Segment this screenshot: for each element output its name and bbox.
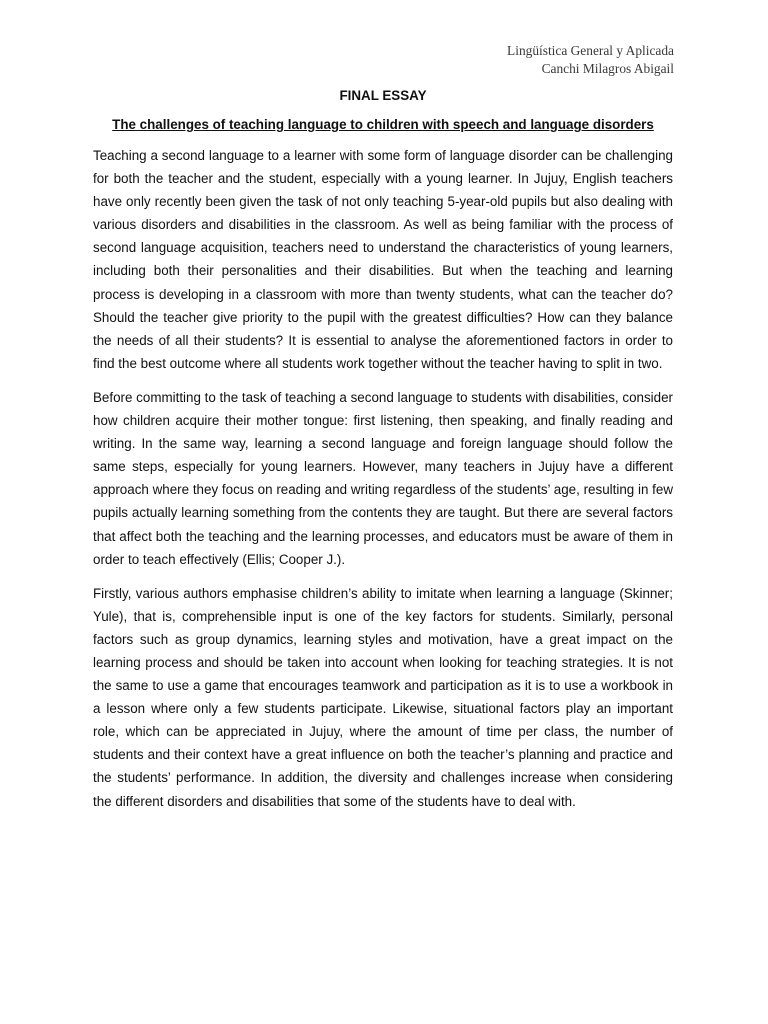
paragraph: Teaching a second language to a learner with some form of language disorder can be challenging for both the teacher and the student, especially with a young learner. In Jujuy, English teachers have only recently been given the task of not only teaching 5-year-old pupils but also dealing with various disorders and disabilities in the classroom. As well as being familiar with the process of second language acquisition, teachers need to understand the characteristics of young learners, including both their personalities and their disabilities. But when the teaching and learning process is developing in a classroom with more than twenty students, what can the teacher do? Should the teacher give priority to the pupil with the greatest difficulties? How can they balance the needs of all their students? It is essential to analyse the aforementioned factors in order to find the best outcome where all students work together without the teacher having to split in two. (93, 148, 673, 371)
paragraph: Before committing to the task of teaching a second language to students with disabilities, consider how children acquire their mother tongue: first listening, then speaking, and finally reading and writing. In the same way, learning a second language and foreign language should follow the same steps, especially for young learners. However, many teachers in Jujuy have a different approach where they focus on reading and writing regardless of the students’ age, resulting in few pupils actually learning something from the contents they are taught. But there are several factors that affect both the teaching and the learning processes, and educators must be aware of them in order to teach effectively (Ellis; Cooper J.). (93, 389, 673, 567)
paragraph: Firstly, various authors emphasise children’s ability to imitate when learning a language (Skinner; Yule), that is, comprehensible input is one of the key factors for students. Similarly, personal factors such as group dynamics, learning styles and motivation, have a great impact on the learning process and should be taken into account when looking for teaching strategies. It is not the same to use a game that encourages teamwork and participation as it is to use a workbook in a lesson where only a few students participate. Likewise, situational factors play an important role, which can be appreciated in Jujuy, where the amount of time per class, the number of students and their context have a great influence on both the teacher’s planning and practice and the students’ performance. In addition, the diversity and challenges increase when considering the different disorders and disabilities that some of the students have to deal with. (93, 585, 673, 809)
essay-subtitle: The challenges of teaching language to children with speech and language disorders (112, 117, 654, 132)
essay-body (93, 144, 673, 824)
essay-title: FINAL ESSAY (339, 88, 427, 103)
course-name: Lingüística General y Aplicada (507, 43, 674, 58)
document-header (507, 42, 674, 78)
author-name: Canchi Milagros Abigail (541, 61, 674, 76)
